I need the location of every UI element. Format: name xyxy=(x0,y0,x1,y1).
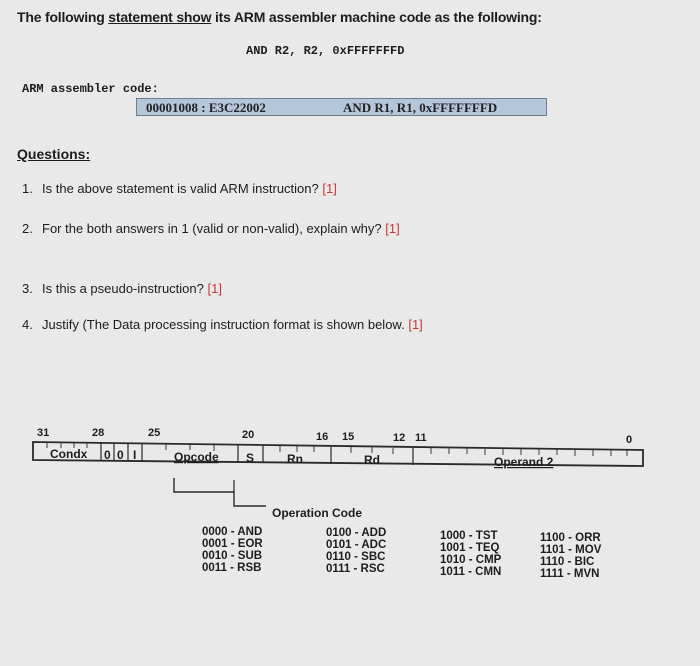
machine-code-instruction: AND R1, R1, 0xFFFFFFFD xyxy=(343,100,498,115)
field-rn: Rn xyxy=(287,452,303,466)
opcode-column-4 xyxy=(540,532,601,580)
opcode-adc: 0101 - ADC xyxy=(326,539,387,551)
opcode-add: 0100 - ADD xyxy=(326,527,387,539)
opcode-bic: 1110 - BIC xyxy=(540,556,595,568)
opcode-column-3 xyxy=(440,530,501,578)
opcode-orr: 1100 - ORR xyxy=(540,532,601,544)
field-operand2: Operand 2 xyxy=(494,455,554,469)
opcode-column-2 xyxy=(326,527,386,575)
bit-label-16: 16 xyxy=(316,431,329,443)
question-1-number: 1. xyxy=(22,181,33,196)
opcode-sub: 0010 - SUB xyxy=(202,550,263,562)
bit-label-20: 20 xyxy=(242,429,255,441)
machine-code-address: 00001008 : E3C22002 xyxy=(146,100,266,115)
title-underlined-text: statement show xyxy=(108,9,212,25)
field-s-bit: S xyxy=(246,451,255,465)
bit-label-15: 15 xyxy=(342,431,355,443)
opcode-mvn: 1111 - MVN xyxy=(540,568,600,580)
opcode-cmn: 1011 - CMN xyxy=(440,566,502,578)
assembly-instruction: AND R2, R2, 0xFFFFFFFD xyxy=(246,44,405,58)
field-bit-26: 0 xyxy=(117,448,124,462)
question-3-number: 3. xyxy=(22,281,33,296)
arm-code-label: ARM assembler code: xyxy=(22,82,159,96)
opcode-and: 0000 - AND xyxy=(202,526,263,538)
question-2-mark: [1] xyxy=(385,221,400,236)
opcode-rsc: 0111 - RSC xyxy=(326,563,385,575)
opcode-rsb: 0011 - RSB xyxy=(202,562,262,574)
bit-label-11: 11 xyxy=(415,432,427,444)
opcode-cmp: 1010 - CMP xyxy=(440,554,502,566)
opcode-connector-line xyxy=(174,478,266,506)
opcode-eor: 0001 - EOR xyxy=(202,538,263,550)
opcode-sbc: 0110 - SBC xyxy=(326,551,386,563)
question-4-number: 4. xyxy=(22,317,33,332)
question-4-text: Justify (The Data processing instruction format is shown below. xyxy=(42,317,409,332)
operation-code-title: Operation Code xyxy=(272,506,363,520)
question-3-mark: [1] xyxy=(207,281,222,296)
bit-label-31: 31 xyxy=(37,427,50,439)
question-2-number: 2. xyxy=(22,221,33,236)
bit-label-12: 12 xyxy=(393,432,406,444)
field-bit-27: 0 xyxy=(104,448,111,462)
question-3-text: Is this a pseudo-instruction? xyxy=(42,281,208,296)
title-text-end: its ARM assembler machine code as the following: xyxy=(211,9,542,25)
opcode-column-1 xyxy=(202,526,263,574)
opcode-teq: 1001 - TEQ xyxy=(440,542,500,554)
opcode-tst: 1000 - TST xyxy=(440,530,498,542)
questions-heading: Questions: xyxy=(17,146,91,162)
question-4-mark: [1] xyxy=(408,317,423,332)
field-condx: Condx xyxy=(50,447,88,461)
field-rd: Rd xyxy=(364,453,380,467)
question-1-mark: [1] xyxy=(322,181,337,196)
question-1-text: Is the above statement is valid ARM instruction? xyxy=(42,181,323,196)
opcode-mov: 1101 - MOV xyxy=(540,544,602,556)
bit-label-28: 28 xyxy=(92,427,105,439)
field-i-bit: I xyxy=(133,448,137,462)
title-text-start: The following xyxy=(17,9,109,25)
question-2-text: For the both answers in 1 (valid or non-valid), explain why? xyxy=(42,221,386,236)
bit-label-25: 25 xyxy=(148,427,161,439)
bit-label-0: 0 xyxy=(626,434,633,446)
field-opcode: Opcode xyxy=(174,450,219,464)
